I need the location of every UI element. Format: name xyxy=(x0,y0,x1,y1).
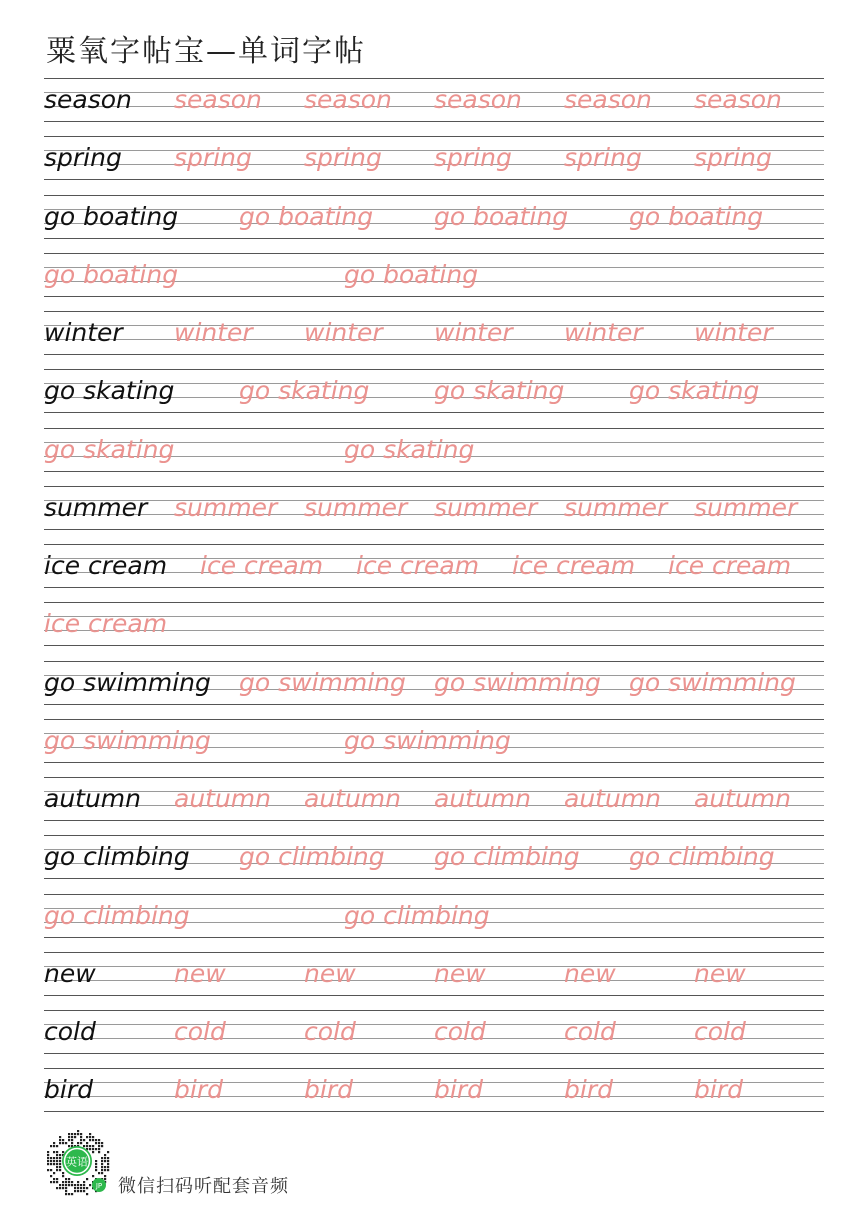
qr-module xyxy=(71,1133,73,1135)
qr-module xyxy=(68,1139,70,1141)
trace-word: cold xyxy=(694,1017,746,1046)
trace-word: cold xyxy=(174,1017,226,1046)
trace-word: season xyxy=(694,85,782,114)
qr-module xyxy=(56,1151,58,1153)
qr-module xyxy=(62,1142,64,1144)
qr-module xyxy=(50,1145,52,1147)
qr-module xyxy=(95,1163,97,1165)
trace-word: season xyxy=(174,85,262,114)
qr-module xyxy=(89,1136,91,1138)
practice-row xyxy=(44,78,824,126)
qr-module xyxy=(53,1157,55,1159)
qr-module xyxy=(62,1175,64,1177)
qr-module xyxy=(59,1187,61,1189)
qr-module xyxy=(53,1151,55,1153)
qr-module xyxy=(47,1157,49,1159)
trace-word: ice cream xyxy=(200,551,324,580)
qr-module xyxy=(74,1187,76,1189)
trace-word: go swimming xyxy=(629,667,796,697)
qr-module xyxy=(47,1151,49,1153)
trace-word: winter xyxy=(694,318,773,347)
qr-badge-text: 英语 xyxy=(66,1155,88,1169)
trace-word: autumn xyxy=(304,784,402,813)
qr-module xyxy=(80,1133,82,1135)
practice-row xyxy=(44,136,824,184)
qr-module xyxy=(101,1160,103,1162)
qr-module xyxy=(77,1190,79,1192)
qr-module xyxy=(104,1178,106,1180)
trace-word: go boating xyxy=(44,259,179,289)
trace-word: summer xyxy=(694,492,798,522)
trace-word: new xyxy=(304,958,356,988)
qr-module xyxy=(50,1160,52,1162)
qr-module xyxy=(104,1169,106,1171)
practice-row xyxy=(44,661,824,709)
trace-word: new xyxy=(434,958,486,988)
qr-module xyxy=(92,1136,94,1138)
model-word: go swimming xyxy=(44,667,211,697)
guide-line xyxy=(44,937,824,938)
qr-module xyxy=(50,1163,52,1165)
trace-word: bird xyxy=(434,1075,483,1105)
trace-word: go swimming xyxy=(434,667,601,697)
qr-module xyxy=(71,1193,73,1195)
guide-line xyxy=(44,354,824,355)
model-word: season xyxy=(44,85,132,114)
practice-row xyxy=(44,486,824,534)
trace-word: summer xyxy=(304,492,408,522)
qr-module xyxy=(80,1190,82,1192)
trace-word: go swimming xyxy=(344,725,511,755)
qr-module xyxy=(77,1187,79,1189)
qr-module xyxy=(59,1154,61,1156)
practice-row xyxy=(44,719,824,767)
model-word: winter xyxy=(44,318,123,347)
guide-line xyxy=(44,121,824,122)
qr-module xyxy=(62,1184,64,1186)
guide-line xyxy=(44,1068,824,1069)
qr-module xyxy=(86,1187,88,1189)
trace-word: summer xyxy=(434,492,538,522)
qr-module xyxy=(74,1190,76,1192)
qr-module xyxy=(95,1139,97,1141)
qr-module xyxy=(107,1160,109,1162)
qr-module xyxy=(56,1160,58,1162)
practice-row xyxy=(44,952,824,1000)
practice-row xyxy=(44,544,824,592)
trace-word: ice cream xyxy=(668,551,792,580)
qr-module xyxy=(89,1148,91,1150)
qr-module xyxy=(95,1169,97,1171)
trace-word: go climbing xyxy=(239,842,385,872)
qr-module xyxy=(98,1142,100,1144)
guide-line xyxy=(44,995,824,996)
trace-word: winter xyxy=(564,318,643,347)
model-word: go boating xyxy=(44,201,179,231)
guide-line xyxy=(44,428,824,429)
qr-module xyxy=(59,1169,61,1171)
trace-word: bird xyxy=(564,1075,613,1105)
qr-module xyxy=(77,1130,79,1132)
qr-module xyxy=(80,1142,82,1144)
qr-module xyxy=(80,1184,82,1186)
qr-module xyxy=(83,1187,85,1189)
qr-module xyxy=(77,1181,79,1183)
trace-word: go climbing xyxy=(434,842,580,872)
guide-line xyxy=(44,412,824,413)
qr-module xyxy=(107,1157,109,1159)
trace-word: ice cream xyxy=(356,551,480,580)
qr-module xyxy=(74,1184,76,1186)
trace-word: bird xyxy=(174,1075,223,1105)
trace-word: season xyxy=(434,85,522,114)
qr-module xyxy=(53,1145,55,1147)
trace-word: cold xyxy=(434,1017,486,1046)
qr-module xyxy=(71,1184,73,1186)
qr-module xyxy=(92,1175,94,1177)
guide-line xyxy=(44,762,824,763)
trace-word: go boating xyxy=(239,201,374,231)
guide-line xyxy=(44,952,824,953)
qr-module xyxy=(56,1169,58,1171)
qr-module xyxy=(62,1139,64,1141)
qr-module xyxy=(74,1136,76,1138)
model-word: cold xyxy=(44,1017,96,1046)
practice-row xyxy=(44,1068,824,1116)
qr-module xyxy=(92,1145,94,1147)
model-word: new xyxy=(44,958,96,988)
trace-word: autumn xyxy=(694,784,792,813)
qr-module xyxy=(83,1184,85,1186)
qr-module xyxy=(104,1166,106,1168)
qr-module xyxy=(53,1160,55,1162)
trace-word: ice cream xyxy=(512,551,636,580)
qr-module xyxy=(68,1178,70,1180)
model-word: go climbing xyxy=(44,842,190,872)
qr-module xyxy=(101,1169,103,1171)
qr-module xyxy=(53,1181,55,1183)
qr-module xyxy=(98,1148,100,1150)
qr-module xyxy=(59,1160,61,1162)
qr-module xyxy=(59,1166,61,1168)
trace-word: autumn xyxy=(174,784,272,813)
qr-module xyxy=(68,1193,70,1195)
qr-module xyxy=(47,1154,49,1156)
guide-line xyxy=(44,195,824,196)
guide-line xyxy=(44,878,824,879)
guide-line xyxy=(44,471,824,472)
qr-module xyxy=(71,1139,73,1141)
trace-word: spring xyxy=(434,143,512,173)
qr-module xyxy=(56,1181,58,1183)
qr-module xyxy=(65,1181,67,1183)
qr-module xyxy=(65,1190,67,1192)
model-word: go skating xyxy=(44,376,175,406)
qr-module xyxy=(92,1139,94,1141)
qr-module xyxy=(53,1142,55,1144)
trace-word: season xyxy=(304,85,392,114)
qr-module xyxy=(104,1175,106,1177)
qr-module xyxy=(104,1154,106,1156)
qr-module xyxy=(86,1142,88,1144)
qr-module xyxy=(92,1148,94,1150)
practice-row xyxy=(44,428,824,476)
qr-module xyxy=(104,1160,106,1162)
trace-word: go climbing xyxy=(44,900,190,930)
qr-module xyxy=(56,1187,58,1189)
qr-module xyxy=(83,1190,85,1192)
qr-module xyxy=(53,1163,55,1165)
qr-module xyxy=(83,1139,85,1141)
guide-line xyxy=(44,894,824,895)
qr-module xyxy=(65,1187,67,1189)
qr-module xyxy=(74,1133,76,1135)
qr-module xyxy=(71,1181,73,1183)
trace-word: bird xyxy=(694,1075,743,1105)
qr-module xyxy=(71,1142,73,1144)
trace-word: autumn xyxy=(434,784,532,813)
qr-module xyxy=(86,1136,88,1138)
qr-module xyxy=(71,1136,73,1138)
practice-row xyxy=(44,1010,824,1058)
page-title: 粟氧字帖宝—单词字帖 xyxy=(46,34,366,69)
model-word: ice cream xyxy=(44,551,168,580)
guide-line xyxy=(44,238,824,239)
qr-module xyxy=(50,1175,52,1177)
qr-module xyxy=(107,1163,109,1165)
qr-module xyxy=(95,1166,97,1168)
qr-module xyxy=(98,1151,100,1153)
practice-row xyxy=(44,369,824,417)
trace-word: cold xyxy=(564,1017,616,1046)
guide-line xyxy=(44,777,824,778)
qr-module xyxy=(68,1181,70,1183)
trace-word: new xyxy=(564,958,616,988)
trace-word: new xyxy=(694,958,746,988)
qr-module xyxy=(62,1172,64,1174)
trace-word: ice cream xyxy=(44,609,168,639)
qr-module xyxy=(92,1151,94,1153)
qr-module xyxy=(101,1157,103,1159)
qr-module xyxy=(50,1181,52,1183)
trace-word: winter xyxy=(174,318,253,347)
qr-module xyxy=(62,1181,64,1183)
qr-module xyxy=(65,1178,67,1180)
qr-module xyxy=(59,1184,61,1186)
qr-module xyxy=(56,1163,58,1165)
qr-module xyxy=(89,1184,91,1186)
guide-line xyxy=(44,1010,824,1011)
guide-line xyxy=(44,602,824,603)
qr-module xyxy=(89,1133,91,1135)
trace-word: summer xyxy=(174,492,278,522)
qr-module xyxy=(104,1157,106,1159)
trace-word: go boating xyxy=(344,259,479,289)
trace-word: bird xyxy=(304,1075,353,1105)
guide-line xyxy=(44,136,824,137)
qr-module xyxy=(68,1145,70,1147)
qr-module xyxy=(80,1139,82,1141)
trace-word: season xyxy=(564,85,652,114)
qr-code-icon[interactable] xyxy=(42,1128,112,1198)
qr-module xyxy=(77,1133,79,1135)
qr-module xyxy=(98,1145,100,1147)
trace-word: summer xyxy=(564,492,668,522)
qr-module xyxy=(95,1148,97,1150)
qr-module xyxy=(101,1145,103,1147)
qr-module xyxy=(101,1142,103,1144)
practice-row xyxy=(44,894,824,942)
qr-module xyxy=(86,1178,88,1180)
qr-module xyxy=(80,1136,82,1138)
qr-module xyxy=(98,1139,100,1141)
qr-module xyxy=(62,1151,64,1153)
qr-module xyxy=(83,1181,85,1183)
qr-module xyxy=(59,1139,61,1141)
guide-line xyxy=(44,661,824,662)
guide-line xyxy=(44,311,824,312)
trace-word: go climbing xyxy=(344,900,490,930)
qr-module xyxy=(77,1184,79,1186)
qr-module xyxy=(62,1187,64,1189)
trace-word: go skating xyxy=(239,376,370,406)
qr-module xyxy=(47,1169,49,1171)
trace-word: autumn xyxy=(564,784,662,813)
trace-word: spring xyxy=(564,143,642,173)
trace-word: go swimming xyxy=(239,667,406,697)
qr-module xyxy=(65,1142,67,1144)
qr-module xyxy=(50,1157,52,1159)
model-word: bird xyxy=(44,1075,93,1105)
trace-word: go skating xyxy=(434,376,565,406)
qr-module xyxy=(89,1139,91,1141)
guide-line xyxy=(44,719,824,720)
qr-module xyxy=(59,1142,61,1144)
guide-line xyxy=(44,1053,824,1054)
qr-module xyxy=(59,1157,61,1159)
practice-row xyxy=(44,195,824,243)
qr-module xyxy=(53,1178,55,1180)
guide-line xyxy=(44,704,824,705)
guide-line xyxy=(44,544,824,545)
trace-word: go skating xyxy=(629,376,760,406)
guide-line xyxy=(44,369,824,370)
qr-module xyxy=(89,1145,91,1147)
qr-module xyxy=(59,1163,61,1165)
qr-module xyxy=(107,1151,109,1153)
guide-line xyxy=(44,529,824,530)
qr-small-badge-text: JP xyxy=(95,1182,103,1190)
guide-line xyxy=(44,78,824,79)
qr-module xyxy=(68,1136,70,1138)
guide-line xyxy=(44,820,824,821)
guide-line xyxy=(44,179,824,180)
trace-word: cold xyxy=(304,1017,356,1046)
qr-module xyxy=(65,1193,67,1195)
qr-module xyxy=(107,1169,109,1171)
trace-word: go swimming xyxy=(44,725,211,755)
trace-word: spring xyxy=(694,143,772,173)
qr-module xyxy=(59,1136,61,1138)
trace-word: winter xyxy=(304,318,383,347)
qr-module xyxy=(83,1145,85,1147)
qr-module xyxy=(95,1160,97,1162)
trace-word: new xyxy=(174,958,226,988)
footer-audio-text: 微信扫码听配套音频 xyxy=(118,1176,289,1197)
guide-line xyxy=(44,645,824,646)
qr-module xyxy=(56,1178,58,1180)
qr-module xyxy=(101,1166,103,1168)
qr-module xyxy=(98,1172,100,1174)
qr-module xyxy=(56,1157,58,1159)
qr-module xyxy=(65,1184,67,1186)
trace-word: go climbing xyxy=(629,842,775,872)
model-word: spring xyxy=(44,143,122,173)
qr-module xyxy=(86,1145,88,1147)
qr-module xyxy=(107,1166,109,1168)
guide-line xyxy=(44,587,824,588)
trace-word: spring xyxy=(174,143,252,173)
trace-word: go boating xyxy=(434,201,569,231)
model-word: summer xyxy=(44,492,148,522)
qr-module xyxy=(47,1160,49,1162)
qr-module xyxy=(47,1163,49,1165)
practice-row xyxy=(44,311,824,359)
guide-line xyxy=(44,296,824,297)
model-word: autumn xyxy=(44,784,142,813)
guide-line xyxy=(44,835,824,836)
practice-row xyxy=(44,253,824,301)
trace-word: winter xyxy=(434,318,513,347)
qr-module xyxy=(101,1163,103,1165)
practice-row xyxy=(44,835,824,883)
trace-word: spring xyxy=(304,143,382,173)
qr-module xyxy=(101,1172,103,1174)
trace-word: go skating xyxy=(44,434,175,464)
practice-row xyxy=(44,602,824,650)
guide-line xyxy=(44,486,824,487)
guide-line xyxy=(44,1111,824,1112)
qr-module xyxy=(68,1184,70,1186)
qr-module xyxy=(56,1154,58,1156)
qr-module xyxy=(95,1142,97,1144)
qr-module xyxy=(77,1142,79,1144)
trace-word: go skating xyxy=(344,434,475,464)
qr-module xyxy=(50,1169,52,1171)
qr-module xyxy=(53,1172,55,1174)
guide-line xyxy=(44,253,824,254)
qr-module xyxy=(80,1187,82,1189)
qr-module xyxy=(86,1193,88,1195)
qr-module xyxy=(56,1166,58,1168)
qr-module xyxy=(68,1133,70,1135)
qr-module xyxy=(56,1145,58,1147)
practice-row xyxy=(44,777,824,825)
trace-word: go boating xyxy=(629,201,764,231)
